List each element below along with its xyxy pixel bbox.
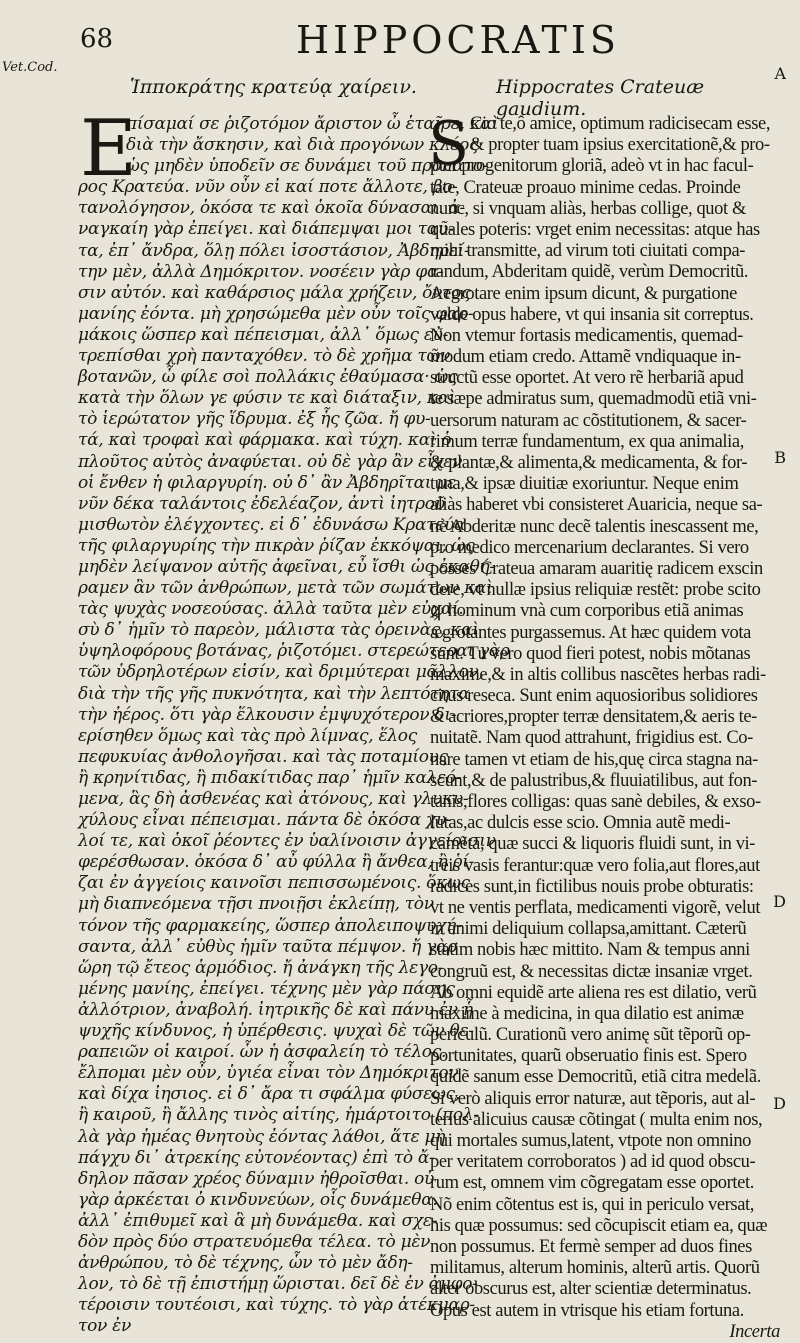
greek-text-column bbox=[78, 114, 510, 1337]
greek-line: ἀνθρώπου, τὸ δὲ τέχνης, ὧν τὸ μὲν ἄδη- bbox=[78, 1253, 413, 1274]
latin-line: modum etiam credo. Attamẽ vndiquaque in- bbox=[430, 347, 741, 368]
latin-line: non possumus. Et fermè semper ad duos fines bbox=[430, 1236, 752, 1257]
latin-line: nuitatẽ. Nam quod attrahunt, frigidius est. Co- bbox=[430, 728, 753, 749]
latin-line: vt ne ventis perflata, medicamenti vigorẽ, velut bbox=[430, 897, 761, 918]
greek-line: ἀλλότριον, ἀναβολή. ἰητρικῆς δὲ καὶ πάνυ ἐν ᾗ bbox=[78, 999, 473, 1020]
latin-line: structũ esse oportet. At vero rẽ herbariã apud bbox=[430, 368, 744, 389]
latin-line: posses Crateua amaram auaritię radicem exscin bbox=[430, 558, 763, 579]
latin-line: Aegrotare enim ipsum dicunt, & purgatione bbox=[430, 283, 737, 304]
latin-line: Si verò aliquis error naturæ, aut tẽporis, aut al- bbox=[430, 1088, 756, 1109]
greek-line: μάκοις ὥσπερ καὶ πέπεισμαι, ἀλλ᾽ ὅμως εὐ- bbox=[78, 324, 449, 345]
greek-line: κατὰ τὴν ὅλων γε φύσιν τε καὶ διάταξιν, καὶ bbox=[78, 388, 456, 409]
greek-line: ἢ καιροῦ, ἢ ἄλλης τινὸς αἰτίης, ἡμάρτοιτο (πολ- bbox=[78, 1105, 479, 1126]
running-head bbox=[0, 14, 800, 62]
greek-line: ερίσηθεν ὅμως καὶ τὰς πρὸ λίμνας, ἕλος bbox=[78, 725, 417, 746]
latin-dropcap: S bbox=[428, 109, 470, 179]
margin-letter-d1: D bbox=[773, 892, 786, 911]
greek-dropcap: Ε bbox=[80, 104, 137, 194]
latin-line: scunt,& de palustribus,& fluuiatilibus, aut fon- bbox=[430, 770, 758, 791]
latin-line: te sæpe admiratus sum, quemadmodũ etiã vni- bbox=[430, 389, 757, 410]
margin-note: Vet.Cod. bbox=[2, 60, 58, 75]
greek-line: τανολόγησον, ὁκόσα τε καὶ ὁκοῖα δύνασαι. ἀ- bbox=[78, 198, 465, 219]
greek-line: λον, τὸ δὲ τῇ ἐπιστήμῃ ὥρισται. δεῖ δὲ ἐν ἀμφο- bbox=[78, 1274, 478, 1295]
latin-line: Cio te,ô amice, optimum radicisecam esse, bbox=[470, 114, 771, 134]
latin-line: & plantæ,& alimenta,& medicamenta, & for- bbox=[430, 453, 748, 473]
latin-line: tuna,& ipsæ diuitiæ exoriuntur. Neque enim bbox=[430, 474, 739, 495]
greek-line: ἀλλ᾽ ἐπιθυμεῖ καὶ ἃ μὴ δυνάμεθα. καὶ σχε- bbox=[78, 1210, 438, 1231]
latin-line: uersorum naturam ac cõstitutionem, & sacer- bbox=[430, 410, 747, 431]
greek-line: ὡς μηδὲν ὑποδεῖν σε δυνάμει τοῦ προπάτο- bbox=[126, 156, 489, 177]
greek-line: τρεπίσθαι χρὴ πανταχόθεν. τὸ δὲ χρῆμα τῶν bbox=[78, 346, 451, 367]
latin-line: quidẽ sanum esse Democritũ, etiã citra medelã. bbox=[430, 1067, 761, 1088]
greek-line: γὰρ ἀρκέεται ὁ κινδυνεύων, οἷς δυνάμεθα. bbox=[78, 1189, 438, 1210]
latin-line: Ab omni equidẽ arte aliena res est dilatio, verũ bbox=[430, 982, 757, 1003]
greek-line: λοί τε, καὶ ὁκοῖ ῥέοντες ἐν ὑαλίνοισιν ἀγγείοισιν bbox=[78, 831, 496, 852]
greek-line: ὥρη τῷ ἔτεος ἁρμόδιος. ἤ ἀνάγκη τῆς λεγο- bbox=[78, 957, 444, 978]
greek-line: σιν αὐτόν. καὶ καθάρσιος μάλα χρήζειν, ὄντος bbox=[78, 282, 471, 303]
greek-line: ἢ κρηνίτιδας, ἢ πιδακίτιδας παρ᾽ ἡμῖν καλεό- bbox=[78, 767, 462, 788]
latin-line: congruũ est, & necessitas dictæ insaniæ vrget. bbox=[430, 961, 753, 982]
greek-line: μισθωτὸν ἐλέγχοντες. εἰ δ᾽ ἐδυνάσω Κρατεύα bbox=[78, 514, 466, 535]
greek-line: δηλον πᾶσαν χρέος δύναμιν ἠθροῖσθαι. οὐ bbox=[78, 1168, 435, 1189]
greek-line: τῶν ὑδρηλοτέρων εἰσίν, καὶ δριμύτεραι μᾶλλον, bbox=[78, 662, 484, 683]
greek-line: μενα, ἃς δὴ ἀσθενέας καὶ ἀτόνους, καὶ γλυκυ- bbox=[78, 789, 469, 809]
latin-line: citus reseca. Sunt enim aquosioribus solidiores bbox=[430, 686, 758, 707]
latin-line: in animi deliquium collapsa,amittant. Cæterũ bbox=[430, 919, 747, 940]
greek-line: βοτανῶν, ὦ φίλε σοὶ πολλάκις ἐθαύμασα· ὡς bbox=[78, 367, 458, 388]
greek-line: δὸν πρὸς δύο στρατευόμεθα τέλεα. τὸ μὲν bbox=[78, 1231, 431, 1252]
latin-line: qui mortales sumus,latent, vtpote non omnino bbox=[430, 1131, 752, 1151]
greek-heading: Ἱπποκράτης κρατεύᾳ χαίρειν. bbox=[130, 76, 417, 98]
latin-line: valde opus habere, vt qui insania sit correptus. bbox=[430, 304, 754, 325]
greek-line: ναγκαίη γὰρ ἐπείγει. καὶ διάπεμψαι μοι ταῦ- bbox=[78, 219, 454, 240]
greek-line: οἱ ἔνθεν ἡ φιλαργυρίη. οὐ δ᾽ ἂν Ἀβδηρῖται με bbox=[78, 472, 456, 493]
margin-letter-b: B bbox=[774, 448, 786, 467]
greek-line: πεφυκυίας ἀνθολογῆσαι. καὶ τὰς ποταμίους bbox=[78, 746, 448, 767]
greek-line: ψυχῆς κίνδυνος, ἡ ὑπέρθεσις. ψυχαὶ δὲ τῶν θε- bbox=[78, 1021, 474, 1042]
latin-text-column bbox=[428, 109, 780, 1343]
greek-line: τέροισιν τουτέοισι, καὶ τύχης. τὸ γὰρ ἀτέκμαρ- bbox=[78, 1295, 475, 1316]
latin-line: & propter tuam ipsius exercitationẽ,& pro- bbox=[470, 135, 770, 156]
greek-line: μὴ διαπνεόμενα τῇσι πνοιῇσι ἐκλείπῃ, τὸν bbox=[78, 894, 434, 915]
running-title: HIPPOCRATIS bbox=[296, 18, 620, 62]
latin-line: pro medico mercenarium declarantes. Si vero bbox=[430, 537, 749, 558]
catchword: Incerta bbox=[729, 1321, 780, 1342]
greek-line: σὺ δ᾽ ἡμῖν τὸ παρεὸν, μάλιστα τὰς ὀρεινὰς, καὶ bbox=[78, 620, 479, 641]
greek-line: διὰ τὴν ἄσκησιν, καὶ διὰ προγόνων κλέος· bbox=[126, 135, 484, 156]
greek-line: τὴν ἠέρος. ὅτι γὰρ ἕλκουσιν ἐμψυχότερον δι- bbox=[78, 704, 457, 725]
page-number: 68 bbox=[80, 24, 114, 54]
greek-line: τὰς ψυχὰς νοσεούσας. ἀλλὰ ταῦτα μὲν εὐχαί. bbox=[78, 599, 464, 620]
latin-line: his quæ possumus: sed cõcupiscit etiam ea, quæ bbox=[430, 1215, 768, 1236]
latin-line: nè Abderitæ nunc decẽ talentis inescassent me, bbox=[430, 516, 759, 537]
latin-line: ꝙ hominum vnà cum corporibus etiã animas bbox=[430, 601, 744, 622]
greek-line: μανίης ἐόντα. μὴ χρησώμεθα μὲν οὖν τοῖς φαρ- bbox=[78, 303, 474, 324]
greek-line: ραπειῶν οἱ καιροί. ὧν ἡ ἀσφαλείη τὸ τέλος. bbox=[78, 1042, 447, 1063]
margin-letter-d2: D bbox=[773, 1094, 786, 1113]
latin-line: mihi transmitte, ad virum toti ciuitati compa- bbox=[430, 241, 746, 262]
greek-line: ὑψηλοφόρους βοτάνας, ῥιζοτόμει. στερεώτεραι γὰρ bbox=[78, 641, 510, 662]
latin-line: alter obscurus est, alter scientiæ determinatus. bbox=[430, 1279, 752, 1300]
greek-line: τον ἐν bbox=[78, 1316, 132, 1337]
greek-line: χύλους εἶναι πέπεισμαι. πάντα δὲ ὁκόσα χυ- bbox=[78, 810, 452, 831]
greek-line: καὶ δίχα ἰησιος. εἰ δ᾽ ἄρα τι σφάλμα φύσεως, bbox=[78, 1084, 460, 1105]
latin-line: rum est, omnem vim cõgregatam esse oportet. bbox=[430, 1173, 754, 1194]
latin-line: ægrotantes purgassemus. At hæc quidem vota bbox=[430, 622, 751, 643]
latin-line: per veritatem corroboratos ) ad id quod obscu- bbox=[430, 1152, 756, 1173]
latin-line: portunitates, quarũ obseruatio finis est. Spero bbox=[430, 1046, 747, 1067]
latin-line: periculũ. Curationũ vero animę sũt tẽporũ op- bbox=[430, 1025, 751, 1046]
greek-line: την μὲν, ἀλλὰ Δημόκριτον. νοσέειν γὰρ φα- bbox=[78, 261, 444, 282]
latin-line: maxime,& in altis collibus nascẽtes herbas radi- bbox=[430, 664, 766, 685]
latin-line: camẽta, quæ succi & liquoris fluidi sunt, in vi- bbox=[430, 834, 756, 855]
greek-line: ρος Κρατεύα. νῦν οὖν εἰ καί ποτε ἄλλοτε, βο- bbox=[78, 177, 458, 198]
greek-line: μηδὲν λείψανον αὐτῆς ἀφεῖναι, εὖ ἴσθι ὡς ἐκαθή- bbox=[78, 556, 495, 577]
margin-letter-a: A bbox=[774, 64, 786, 83]
latin-line: tate, Crateuæ proauo minime cedas. Proinde bbox=[430, 177, 741, 198]
latin-line: sunt. Tu vero quod fieri potest, nobis mõtanas bbox=[430, 643, 751, 664]
latin-line: nare tamen vt etiam de his,quę circa stagna na- bbox=[430, 749, 758, 770]
latin-line: lutas,ac dulcis esse scio. Omnia autẽ medi- bbox=[430, 813, 731, 834]
greek-line: τόνον τῆς φαρμακείης, ὥσπερ ἀπολειποψυχή- bbox=[78, 915, 462, 936]
latin-line: quales poteris: vrget enim necessitas: atque has bbox=[430, 219, 760, 240]
latin-heading: Hippocrates Crateuæ gaudium. bbox=[496, 76, 705, 120]
latin-line: terius alicuius causæ cõtingat ( multa enim nos, bbox=[430, 1109, 763, 1130]
greek-line: σαντα, ἀλλ᾽ εὐθὺς ἡμῖν ταῦτα πέμψον. ἤ γὰρ bbox=[78, 936, 457, 957]
greek-line: μένης μανίης, ἐπείγει. τέχνης μὲν γὰρ πάσης bbox=[78, 978, 455, 999]
latin-line: rimum terræ fundamentum, ex qua animalia, bbox=[430, 431, 744, 452]
latin-line: & acriores,propter terræ densitatem,& aeris te- bbox=[430, 707, 757, 728]
latin-line: tanis,flores colligas: quas sanè debiles, & exso- bbox=[430, 792, 761, 812]
greek-line: φερέσθωσαν. ὁκόσα δ᾽ αὖ φύλλα ἢ ἄνθεα, ἢ ῥί- bbox=[78, 852, 475, 873]
greek-line: πίσαμαί σε ῥιζοτόμον ἄριστον ὦ ἑταῖρε, καὶ bbox=[126, 114, 499, 134]
greek-line: τῆς φιλαργυρίης τὴν πικρὰν ῥίζαν ἐκκόψαι, ὡς bbox=[78, 535, 475, 556]
latin-line: pter progenitorum gloriã, adeò vt in hac facul- bbox=[430, 156, 754, 177]
latin-line: Nõ enim cõtentus est is, qui in periculo versat, bbox=[430, 1194, 755, 1215]
greek-line: λὰ γὰρ ἡμέας θνητοὺς ἐόντας λάθοι, ἅτε μὴ bbox=[78, 1126, 446, 1147]
greek-line: τά, καὶ τροφαὶ καὶ φάρμακα. καὶ τύχη. καὶ ὁ bbox=[78, 430, 452, 451]
latin-line: treis vasis ferantur:quæ vero folia,aut flores,aut bbox=[430, 855, 760, 876]
greek-line: τὸ ἱερώτατον γῆς ἵδρυμα. ἐξ ἧς ζῶα. ἤ φυ- bbox=[78, 409, 431, 430]
greek-line: ραμεν ἂν τῶν ἀνθρώπων, μετὰ τῶν σωμάτων καὶ bbox=[78, 578, 493, 599]
latin-line: Opus est autem in vtrisque his etiam fortuna. bbox=[430, 1300, 744, 1321]
latin-line: randum, Abderitam quidẽ, verùm Democritũ. bbox=[430, 262, 749, 283]
greek-line: νῦν δέκα ταλάντοις ἐδελέαζον, ἀντὶ ἰητροῦ bbox=[78, 493, 445, 514]
latin-line: maxime à medicina, in qua dilatio est animæ bbox=[430, 1003, 744, 1024]
latin-line: radices sunt,in fictilibus nouis probe obturatis: bbox=[430, 876, 754, 897]
latin-line: Non vtemur fortasis medicamentis, quemad- bbox=[430, 325, 743, 346]
latin-line: nunc, si vnquam aliàs, herbas collige, quot & bbox=[430, 198, 746, 219]
latin-line: militamus, alterum hominis, alterũ artis. Quorũ bbox=[430, 1258, 760, 1279]
greek-line: ἔλπομαι μὲν οὖν, ὑγιέα εἶναι τὸν Δημόκριτον bbox=[78, 1063, 459, 1084]
greek-line: τα, ἐπ᾽ ἄνδρα, ὅλῃ πόλει ἰσοστάσιον, Ἀβδηρεί- bbox=[78, 240, 470, 261]
greek-line: ζαι ἐν ἀγγείοις καινοῖσι πεπισσωμένοις. ὅκως bbox=[78, 873, 470, 894]
latin-line: aliàs haberet vbi consisteret Auaricia, neque sa- bbox=[430, 495, 763, 516]
greek-line: πάγχυ δι᾽ ἀτρεκίης εὐτονέοντας) ἐπὶ τὸ ἄ- bbox=[78, 1147, 435, 1168]
latin-line: statim nobis hæc mittito. Nam & tempus anni bbox=[430, 940, 750, 961]
greek-line: διὰ τὴν τῆς γῆς πυκνότητα, καὶ τὴν λεπτότητα bbox=[78, 683, 470, 704]
greek-line: πλοῦτος αὐτὸς ἀναφύεται. οὐ δὲ γὰρ ἂν εἶχεν bbox=[78, 451, 463, 472]
latin-line: dere, vt nullæ ipsius reliquiæ restẽt: probe scito bbox=[430, 580, 761, 601]
